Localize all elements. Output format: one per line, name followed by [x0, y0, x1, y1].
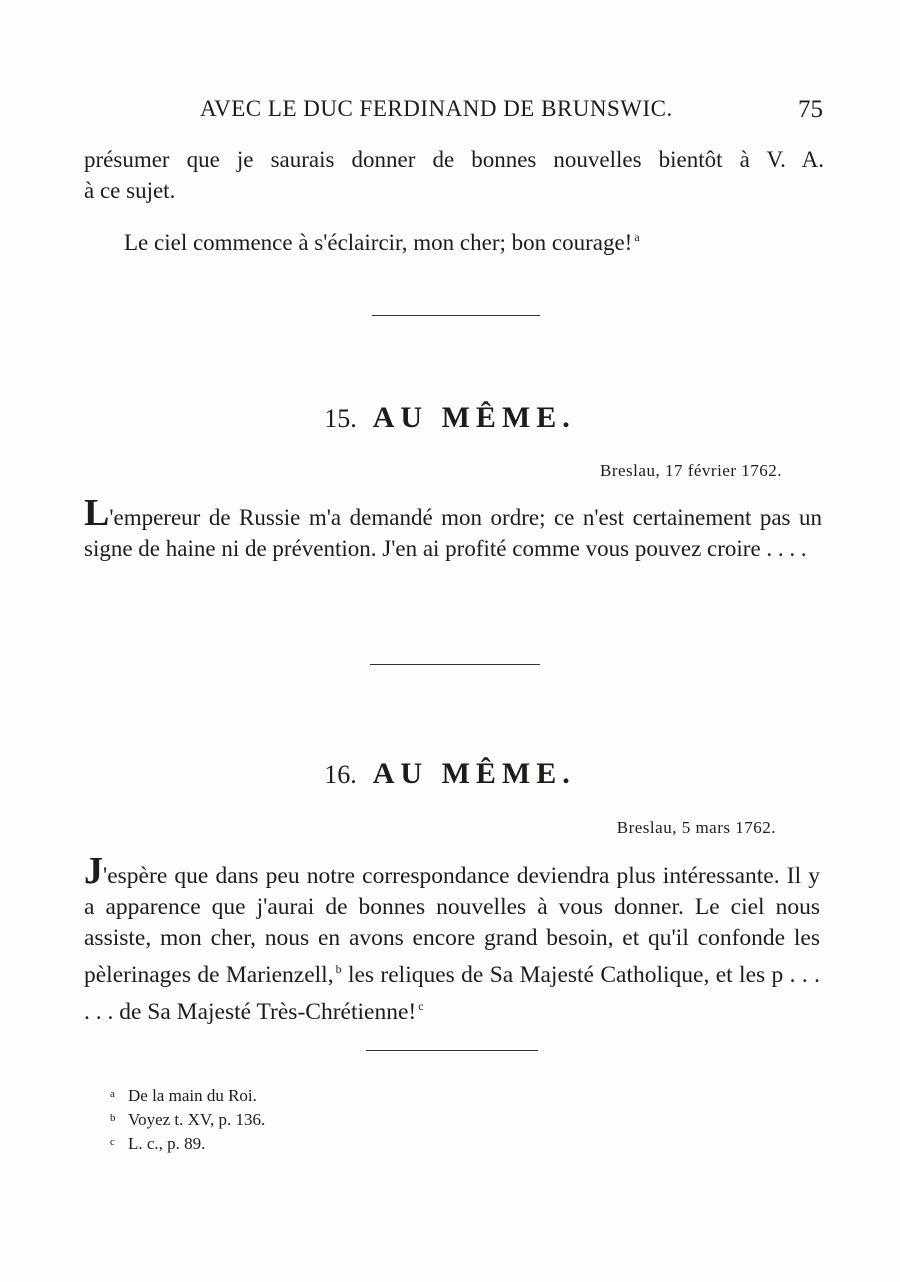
footnote-marker: c — [110, 1136, 115, 1148]
letter-15-heading — [0, 401, 900, 435]
footnote-c — [110, 1131, 265, 1155]
section-divider — [366, 1050, 538, 1051]
letter-number: 15. — [324, 404, 357, 433]
section-divider — [370, 664, 540, 665]
footnotes — [110, 1083, 265, 1155]
closing-paragraph — [84, 222, 824, 258]
letter-16-dateline: Breslau, 5 mars 1762. — [616, 818, 776, 837]
letter-16-heading — [0, 757, 900, 791]
footnote-text: De la main du Roi. — [128, 1086, 257, 1105]
footnote-text: Voyez t. XV, p. 136. — [128, 1110, 266, 1129]
footnote-marker: b — [110, 1112, 116, 1124]
letter-number: 16. — [324, 760, 357, 789]
drop-cap: L — [84, 492, 110, 534]
footnote-ref-c: c — [418, 999, 424, 1013]
letter-15-dateline: Breslau, 17 février 1762. — [600, 461, 782, 480]
footnote-marker: a — [110, 1088, 115, 1100]
drop-cap: J — [84, 850, 103, 892]
footnote-b — [110, 1107, 265, 1131]
letter-15-body — [84, 492, 822, 564]
footnote-text: L. c., p. 89. — [128, 1134, 206, 1153]
letter-15-text: 'empereur de Russie m'a demandé mon ordre; ce n'est certainement pas un signe de haine ni de prévention. J'en ai profité comme vous pouvez croire . . . . — [84, 505, 822, 561]
letter-title: AU MÊME. — [372, 401, 576, 434]
continuation-line-2: à ce sujet. — [84, 178, 176, 203]
continuation-paragraph — [84, 144, 824, 206]
page-number: 75 — [798, 96, 823, 123]
section-divider — [372, 315, 540, 316]
letter-title: AU MÊME. — [372, 757, 576, 790]
footnote-ref-b: b — [335, 962, 342, 976]
footnote-ref-a: a — [634, 230, 640, 244]
footnote-a — [110, 1083, 265, 1107]
closing-text: Le ciel commence à s'éclaircir, mon cher; bon courage! — [124, 230, 633, 255]
letter-16-text-1: 'espère que dans peu notre correspondance deviendra plus intéressante. Il y a apparence que j'aurai de bonnes nouvelles à vous donner. Le ciel nous assiste, mon cher, nous en avons encore grand besoin, et qu'il confonde les pèlerinages de Marienzell, — [84, 863, 820, 988]
letter-16-text-2: les reliques de Sa Majesté Catholique, et les p . . . . . . de Sa Majesté Très-Chrétienne! — [84, 962, 820, 1025]
continuation-line-1: présumer que je saurais donner de bonnes nouvelles bientôt à V. A. — [84, 147, 824, 172]
running-head: AVEC LE DUC FERDINAND DE BRUNSWIC. — [200, 96, 673, 121]
letter-16-body — [84, 850, 820, 1028]
